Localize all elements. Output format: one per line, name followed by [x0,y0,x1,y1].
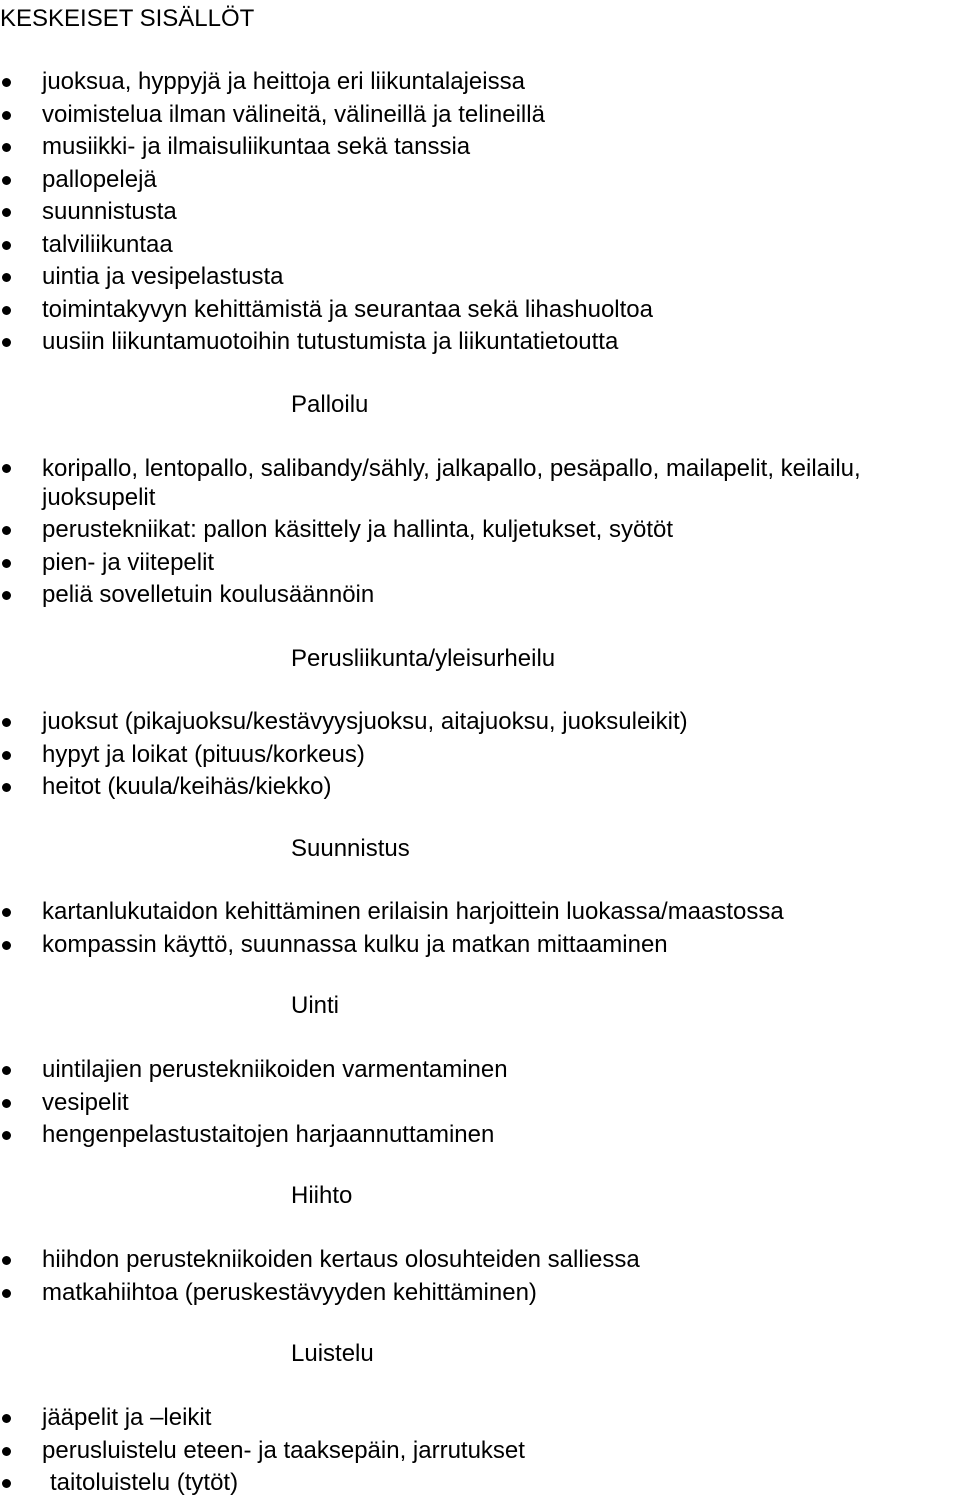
bullet-icon [2,1066,11,1075]
bullet-icon [2,1479,11,1488]
list-item: voimistelua ilman välineitä, välineillä ja telineillä [0,99,960,132]
page-title: KESKEISET SISÄLLÖT [0,5,255,32]
list-item: juoksut (pikajuoksu/kestävyysjuoksu, aitajuoksu, juoksuleikit) [0,706,960,739]
bullet-icon [2,718,11,727]
section-title-uinti: Uinti [291,992,340,1019]
list-item: perustekniikat: pallon käsittely ja hallinta, kuljetukset, syötöt [0,514,960,547]
suunnistus-list [0,896,960,961]
list-item: juoksua, hyppyjä ja heittoja eri liikuntalajeissa [0,66,960,99]
palloilu-list [0,452,960,612]
list-item: peliä sovelletuin koulusäännöin [0,579,960,612]
bullet-icon [2,273,11,282]
bullet-icon [2,306,11,315]
list-item: vesipelit [0,1087,960,1120]
list-item: pallopelejä [0,164,960,197]
list-item: jääpelit ja –leikit [0,1402,960,1435]
list-item: suunnistusta [0,196,960,229]
list-item: kartanlukutaidon kehittäminen erilaisin harjoittein luokassa/maastossa [0,896,960,929]
list-item: uusiin liikuntamuotoihin tutustumista ja liikuntatietoutta [0,326,960,359]
bullet-icon [2,908,11,917]
hiihto-list [0,1244,960,1309]
list-item: hiihdon perustekniikoiden kertaus olosuhteiden salliessa [0,1244,960,1277]
bullet-icon [2,1256,11,1265]
section-title-suunnistus: Suunnistus [291,835,410,862]
bullet-icon [2,941,11,950]
bullet-icon [2,78,11,87]
bullet-icon [2,591,11,600]
luistelu-list [0,1402,960,1500]
bullet-icon [2,241,11,250]
bullet-icon [2,143,11,152]
bullet-icon [2,1447,11,1456]
bullet-icon [2,208,11,217]
list-item: heitot (kuula/keihäs/kiekko) [0,771,960,804]
list-item: uintilajien perustekniikoiden varmentaminen [0,1054,960,1087]
list-item: talviliikuntaa [0,229,960,262]
bullet-icon [2,464,11,473]
list-item: hypyt ja loikat (pituus/korkeus) [0,739,960,772]
bullet-icon [2,1414,11,1423]
bullet-icon [2,1099,11,1108]
bullet-icon [2,111,11,120]
section-title-luistelu: Luistelu [291,1340,374,1367]
list-item: hengenpelastustaitojen harjaannuttaminen [0,1119,960,1152]
list-item: kompassin käyttö, suunnassa kulku ja matkan mittaaminen [0,929,960,962]
list-item: toimintakyvyn kehittämistä ja seurantaa sekä lihashuoltoa [0,294,960,327]
list-item: musiikki- ja ilmaisuliikuntaa sekä tanssia [0,131,960,164]
bullet-icon [2,751,11,760]
bullet-icon [2,338,11,347]
list-item: uintia ja vesipelastusta [0,261,960,294]
list-item: koripallo, lentopallo, salibandy/sähly, jalkapallo, pesäpallo, mailapelit, keilailu, juoksupelit [0,452,960,514]
list-item: pien- ja viitepelit [0,547,960,580]
uinti-list [0,1054,960,1152]
section-title-palloilu: Palloilu [291,391,369,418]
bullet-icon [2,526,11,535]
bullet-icon [2,1289,11,1298]
intro-list [0,66,960,359]
bullet-icon [2,176,11,185]
perusliikunta-list [0,706,960,804]
bullet-icon [2,1131,11,1140]
section-title-hiihto: Hiihto [291,1182,353,1209]
bullet-icon [2,559,11,568]
list-item: perusluistelu eteen- ja taaksepäin, jarrutukset [0,1435,960,1468]
list-item: taitoluistelu (tytöt) [0,1467,960,1500]
section-title-perusliikunta: Perusliikunta/yleisurheilu [291,645,556,672]
bullet-icon [2,783,11,792]
list-item: matkahiihtoa (peruskestävyyden kehittäminen) [0,1277,960,1310]
